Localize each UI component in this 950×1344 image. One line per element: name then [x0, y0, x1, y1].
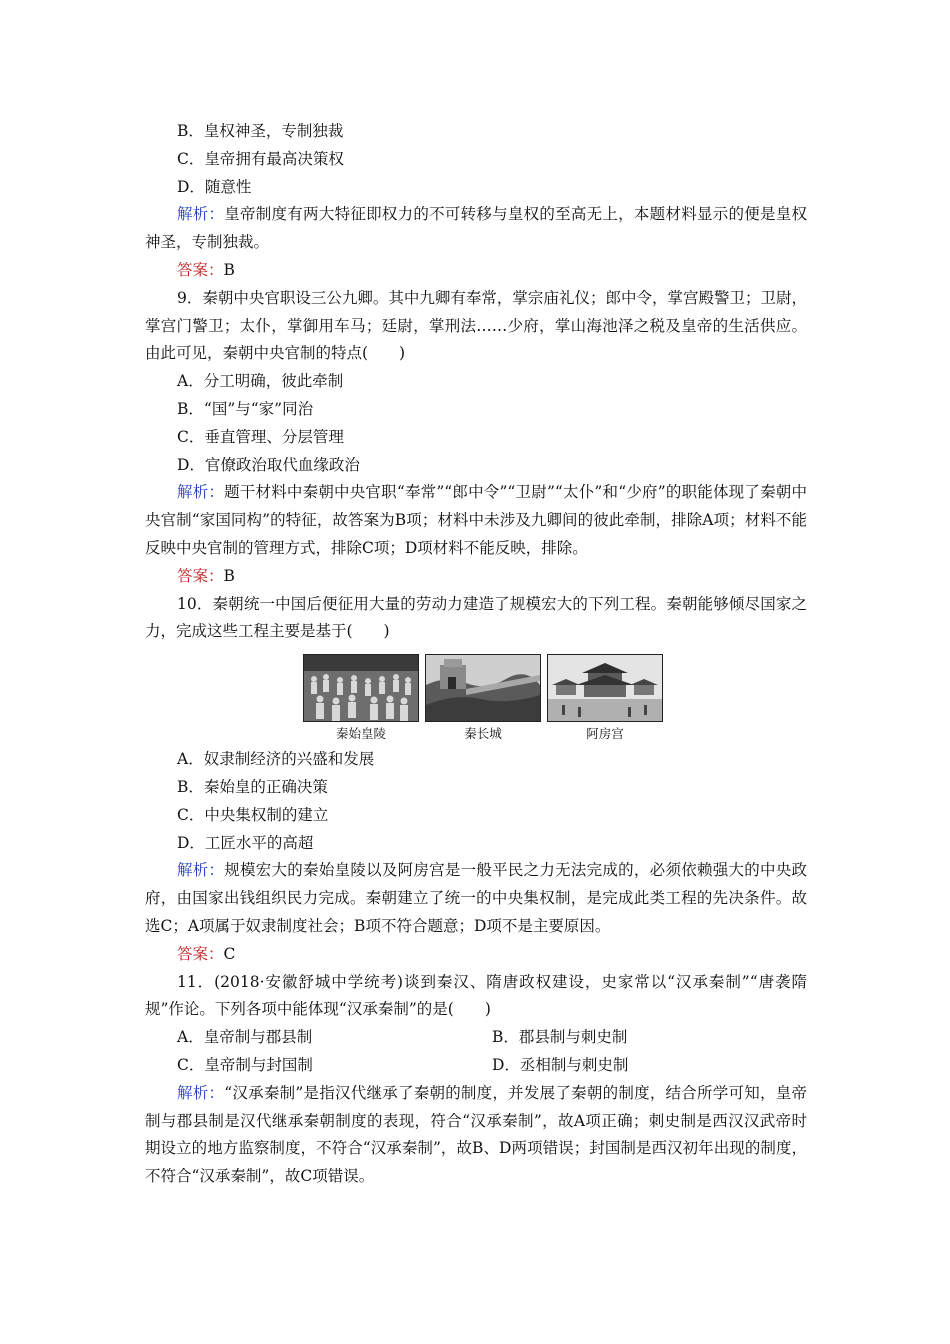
q9-answer-value: B: [223, 566, 235, 585]
q10-answer-value: C: [223, 944, 236, 963]
q10-option-d: D．工匠水平的高超: [177, 833, 314, 852]
q9-analysis: [145, 479, 807, 562]
q9-option-a: A．分工明确，彼此牵制: [177, 372, 344, 391]
q8-option-c: C．皇帝拥有最高决策权: [177, 149, 344, 168]
q8-analysis-text: 皇帝制度有两大特征即权力的不可转移与皇权的至高无上，本题材料显示的便是皇权神圣，专制独裁。: [145, 205, 807, 252]
q11-option-d: D．丞相制与刺史制: [492, 1055, 629, 1074]
q9-option-c: C．垂直管理、分层管理: [177, 427, 344, 446]
q11-option-b: B．郡县制与刺史制: [492, 1028, 628, 1047]
q11-analysis-text: “汉承秦制”是指汉代继承了秦朝的制度，并发展了秦朝的制度，结合所学可知，皇帝制与郡县制是汉代继承秦朝制度的表现，符合“汉承秦制”，故A项正确；刺史制是西汉汉武帝时期设立的地方监察制度，不符合“汉承秦制”，故B、D两项错误；封国制是西汉初年出现的制度，不符合“汉承秦制”，故C项错误。: [145, 1083, 807, 1186]
great-wall-image: [425, 654, 541, 722]
q10-figure-mausoleum: [303, 654, 419, 746]
q10-option-a: A．奴隶制经济的兴盛和发展: [177, 750, 375, 769]
q8-answer-value: B: [223, 260, 235, 279]
q11-options-row-2: [145, 1052, 807, 1080]
q9-option-b: B．“国”与“家”同治: [177, 399, 314, 418]
q10-answer: [145, 941, 807, 969]
q8-answer-label: 答案：: [177, 260, 224, 279]
q10-option-b: B．秦始皇的正确决策: [177, 777, 328, 796]
q9-answer-label: 答案：: [177, 566, 224, 585]
q11-analysis: [145, 1080, 807, 1191]
q10-analysis-text: 规模宏大的秦始皇陵以及阿房宫是一般平民之力无法完成的，必须依赖强大的中央政府，由国家出钱组织民力完成。秦朝建立了统一的中央集权制，是完成此类工程的先决条件。故选C；A项属于奴隶制度社会；B项不符合题意；D项不是主要原因。: [145, 861, 807, 935]
q9-analysis-label: 解析：: [177, 483, 225, 502]
q9-answer: [145, 563, 807, 591]
q10-option-c: C．中央集权制的建立: [177, 805, 329, 824]
q10-figure-great-wall: [425, 654, 541, 746]
q11-analysis-label: 解析：: [177, 1083, 225, 1102]
q11-option-a: A．皇帝制与郡县制: [177, 1028, 313, 1047]
epang-palace-image: [547, 654, 663, 722]
q10-caption-mausoleum: 秦始皇陵: [335, 726, 386, 742]
q11-options-row-1: [145, 1024, 807, 1052]
q8-option-b: B．皇权神圣，专制独裁: [177, 122, 344, 140]
terracotta-army-image: [303, 654, 419, 722]
q10-answer-label: 答案：: [177, 944, 224, 963]
q11-stem: 11．(2018·安徽舒城中学统考)谈到秦汉、隋唐政权建设，史家常以“汉承秦制”“唐袭隋规”作论。下列各项中能体现“汉承秦制”的是( ): [145, 972, 807, 1019]
q10-stem: 10．秦朝统一中国后便征用大量的劳动力建造了规模宏大的下列工程。秦朝能够倾尽国家之力，完成这些工程主要是基于( ): [145, 594, 807, 641]
q9-option-d: D．官僚政治取代血缘政治: [177, 455, 360, 474]
q9-stem: 9．秦朝中央官职设三公九卿。其中九卿有奉常，掌宗庙礼仪；郎中令，掌宫殿警卫；卫尉，掌宫门警卫；太仆，掌御用车马；廷尉，掌刑法……少府，掌山海池泽之税及皇帝的生活供应。由此可见，秦朝中央官制的特点( ): [145, 288, 807, 363]
q10-caption-great-wall: 秦长城: [464, 726, 502, 742]
q11-option-c: C．皇帝制与封国制: [177, 1055, 313, 1074]
q9-analysis-text: 题干材料中秦朝中央官职“奉常”“郎中令”“卫尉”“太仆”和“少府”的职能体现了秦朝中央官制“家国同构”的特征，故答案为B项；材料中未涉及九卿间的彼此牵制，排除A项；材料不能反映中央官制的管理方式，排除C项；D项材料不能反映，排除。: [145, 483, 807, 557]
q8-answer: [145, 257, 807, 285]
q10-image-row: [145, 654, 807, 746]
q10-caption-epang-palace: 阿房宫: [586, 726, 624, 742]
q10-figure-epang-palace: [547, 654, 663, 746]
q10-analysis-label: 解析：: [177, 861, 225, 880]
document-content: [145, 118, 807, 1191]
q10-analysis: [145, 857, 807, 940]
q8-option-d: D．随意性: [177, 177, 252, 196]
q8-analysis-label: 解析：: [177, 205, 225, 224]
q8-analysis: [145, 201, 807, 257]
